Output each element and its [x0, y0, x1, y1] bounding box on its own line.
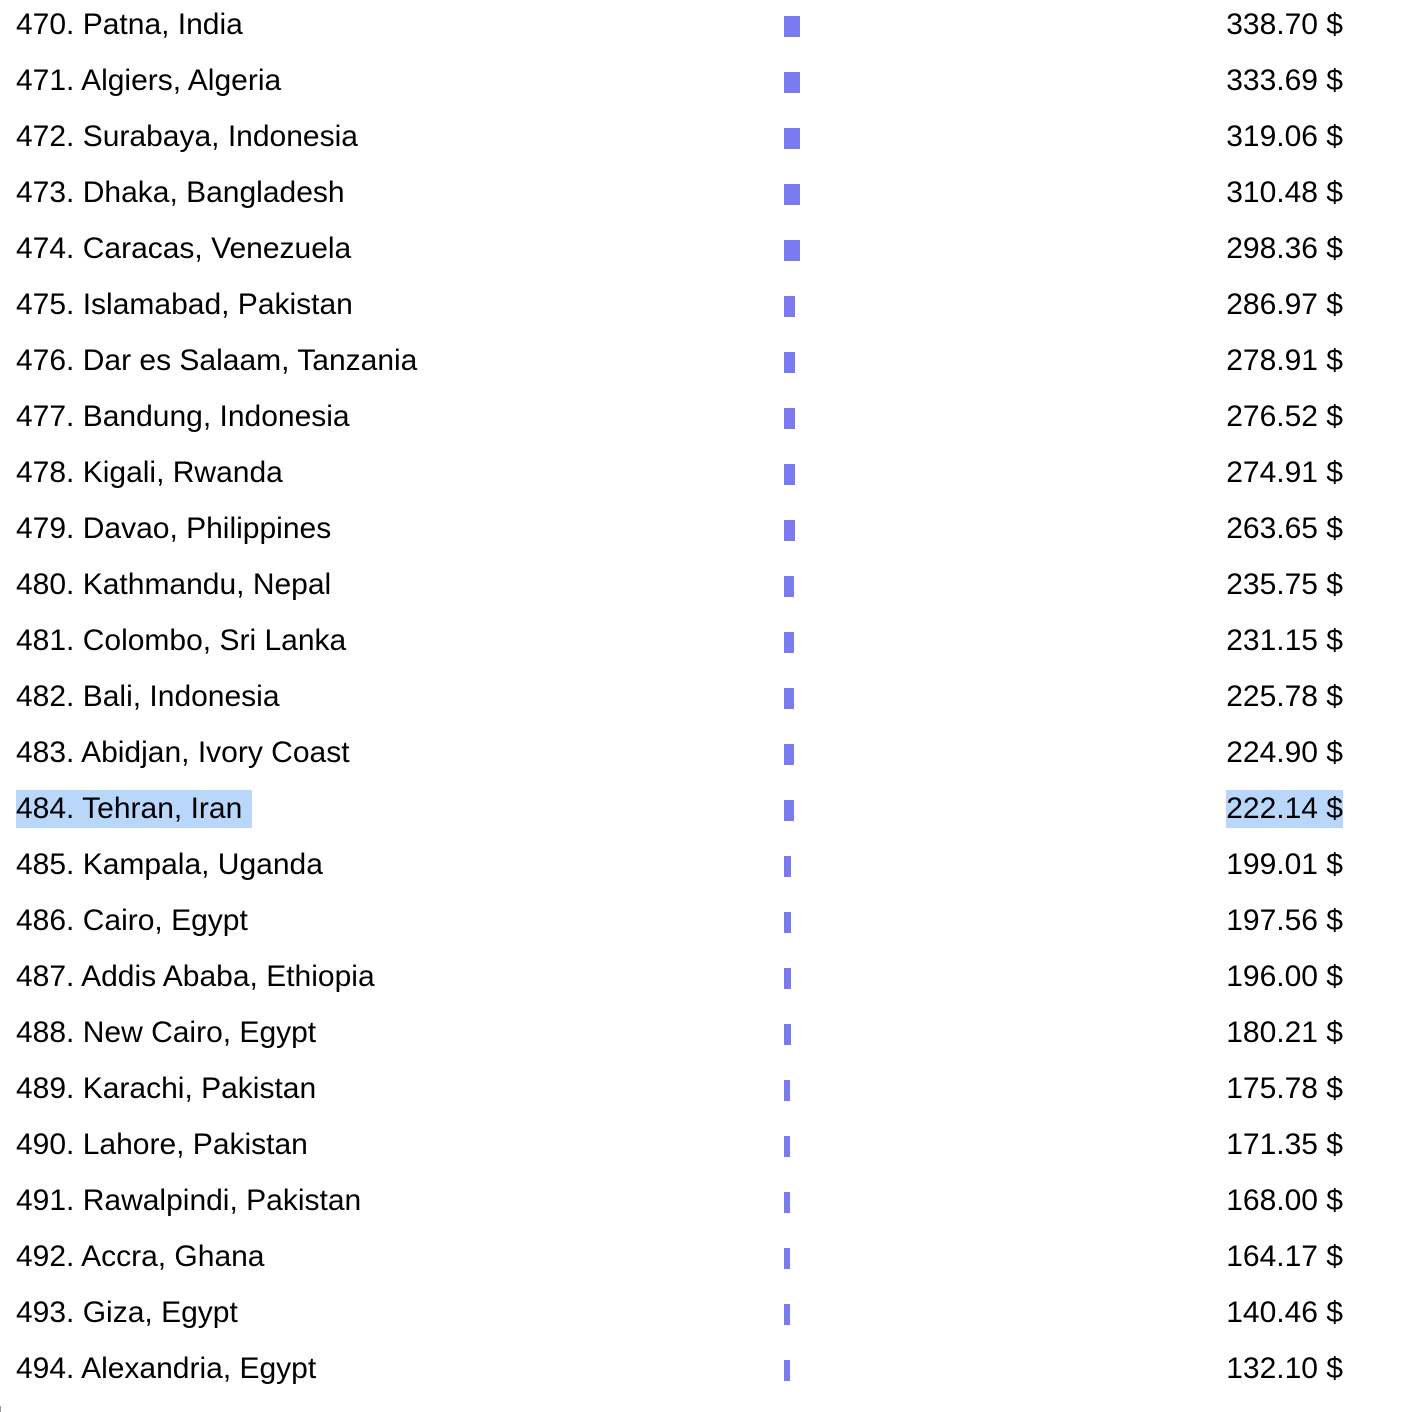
- value-label: 278.91 $: [1226, 344, 1343, 377]
- value-bar: [784, 296, 795, 317]
- value-bar: [784, 352, 795, 373]
- value-label: 164.17 $: [1226, 1240, 1343, 1273]
- value-label: 231.15 $: [1226, 624, 1343, 657]
- value-bar: [784, 576, 794, 597]
- rank-city-label: 488. New Cairo, Egypt: [16, 1016, 317, 1049]
- value-bar: [784, 128, 800, 149]
- window-corner: [0, 1406, 4, 1412]
- list-item: [0, 1120, 1412, 1176]
- value-bar: [784, 1080, 790, 1101]
- value-bar: [784, 464, 795, 485]
- rank-city-label: 476. Dar es Salaam, Tanzania: [16, 344, 418, 377]
- rank-city-label: 471. Algiers, Algeria: [16, 64, 282, 97]
- value-label: 338.70 $: [1226, 8, 1343, 41]
- list-item: [0, 1008, 1412, 1064]
- value-bar: [784, 912, 791, 933]
- value-label: 175.78 $: [1226, 1072, 1343, 1105]
- rank-city-label: 491. Rawalpindi, Pakistan: [16, 1184, 362, 1217]
- rank-city-label: 470. Patna, India: [16, 8, 243, 41]
- rank-city-label: 482. Bali, Indonesia: [16, 680, 280, 713]
- list-item: [0, 952, 1412, 1008]
- value-label: 132.10 $: [1226, 1352, 1343, 1385]
- rank-city-label: 490. Lahore, Pakistan: [16, 1128, 308, 1161]
- list-item: [0, 168, 1412, 224]
- list-item: [0, 840, 1412, 896]
- value-bar: [784, 1136, 790, 1157]
- rank-city-label: 473. Dhaka, Bangladesh: [16, 176, 345, 209]
- value-bar: [784, 184, 800, 205]
- value-bar: [784, 520, 795, 541]
- list-item: [0, 336, 1412, 392]
- value-bar: [784, 1248, 790, 1269]
- list-item: [0, 728, 1412, 784]
- value-label: 274.91 $: [1226, 456, 1343, 489]
- list-item: [0, 1288, 1412, 1344]
- value-label: 333.69 $: [1226, 64, 1343, 97]
- rank-city-label: 480. Kathmandu, Nepal: [16, 568, 332, 601]
- value-bar: [784, 72, 800, 93]
- list-item: [0, 280, 1412, 336]
- rank-city-label: 475. Islamabad, Pakistan: [16, 288, 353, 321]
- value-label: 225.78 $: [1226, 680, 1343, 713]
- value-label: 263.65 $: [1226, 512, 1343, 545]
- value-bar: [784, 16, 800, 37]
- list-item: [0, 672, 1412, 728]
- value-label: 222.14 $: [1226, 790, 1343, 828]
- value-label: 235.75 $: [1226, 568, 1343, 601]
- value-bar: [784, 744, 794, 765]
- list-item: [0, 896, 1412, 952]
- rank-city-label: 472. Surabaya, Indonesia: [16, 120, 358, 153]
- value-label: 319.06 $: [1226, 120, 1343, 153]
- rank-city-label: 478. Kigali, Rwanda: [16, 456, 283, 489]
- rank-city-label: 487. Addis Ababa, Ethiopia: [16, 960, 375, 993]
- list-item: [0, 1176, 1412, 1232]
- value-label: 224.90 $: [1226, 736, 1343, 769]
- value-label: 140.46 $: [1226, 1296, 1343, 1329]
- rank-city-label: 484. Tehran, Iran: [16, 790, 252, 828]
- rank-city-label: 483. Abidjan, Ivory Coast: [16, 736, 350, 769]
- rank-city-label: 481. Colombo, Sri Lanka: [16, 624, 347, 657]
- value-label: 310.48 $: [1226, 176, 1343, 209]
- rank-city-label: 489. Karachi, Pakistan: [16, 1072, 317, 1105]
- list-item: [0, 448, 1412, 504]
- rank-city-label: 485. Kampala, Uganda: [16, 848, 323, 881]
- rank-city-label: 493. Giza, Egypt: [16, 1296, 238, 1329]
- list-item: [0, 392, 1412, 448]
- value-bar: [784, 1304, 790, 1325]
- list-item: [0, 504, 1412, 560]
- list-item: [0, 560, 1412, 616]
- value-bar: [784, 632, 794, 653]
- value-bar: [784, 800, 794, 821]
- list-item: [0, 224, 1412, 280]
- list-item: [0, 1064, 1412, 1120]
- value-label: 199.01 $: [1226, 848, 1343, 881]
- value-label: 276.52 $: [1226, 400, 1343, 433]
- value-bar: [784, 408, 795, 429]
- rank-city-label: 474. Caracas, Venezuela: [16, 232, 352, 265]
- value-label: 168.00 $: [1226, 1184, 1343, 1217]
- list-item: [0, 616, 1412, 672]
- list-item: [0, 112, 1412, 168]
- value-bar: [784, 856, 791, 877]
- value-bar: [784, 1360, 790, 1381]
- list-item: [0, 784, 1412, 840]
- rank-city-label: 494. Alexandria, Egypt: [16, 1352, 317, 1385]
- value-bar: [784, 1024, 791, 1045]
- value-label: 298.36 $: [1226, 232, 1343, 265]
- list-item: [0, 56, 1412, 112]
- value-label: 196.00 $: [1226, 960, 1343, 993]
- value-label: 180.21 $: [1226, 1016, 1343, 1049]
- list-item: [0, 0, 1412, 56]
- value-label: 171.35 $: [1226, 1128, 1343, 1161]
- rank-city-label: 492. Accra, Ghana: [16, 1240, 265, 1273]
- value-bar: [784, 968, 791, 989]
- list-item: [0, 1344, 1412, 1400]
- rank-city-label: 486. Cairo, Egypt: [16, 904, 248, 937]
- value-bar: [784, 240, 800, 261]
- rank-city-label: 479. Davao, Philippines: [16, 512, 332, 545]
- value-label: 286.97 $: [1226, 288, 1343, 321]
- value-label: 197.56 $: [1226, 904, 1343, 937]
- value-bar: [784, 1192, 790, 1213]
- list-item: [0, 1232, 1412, 1288]
- value-bar: [784, 688, 794, 709]
- rank-city-label: 477. Bandung, Indonesia: [16, 400, 350, 433]
